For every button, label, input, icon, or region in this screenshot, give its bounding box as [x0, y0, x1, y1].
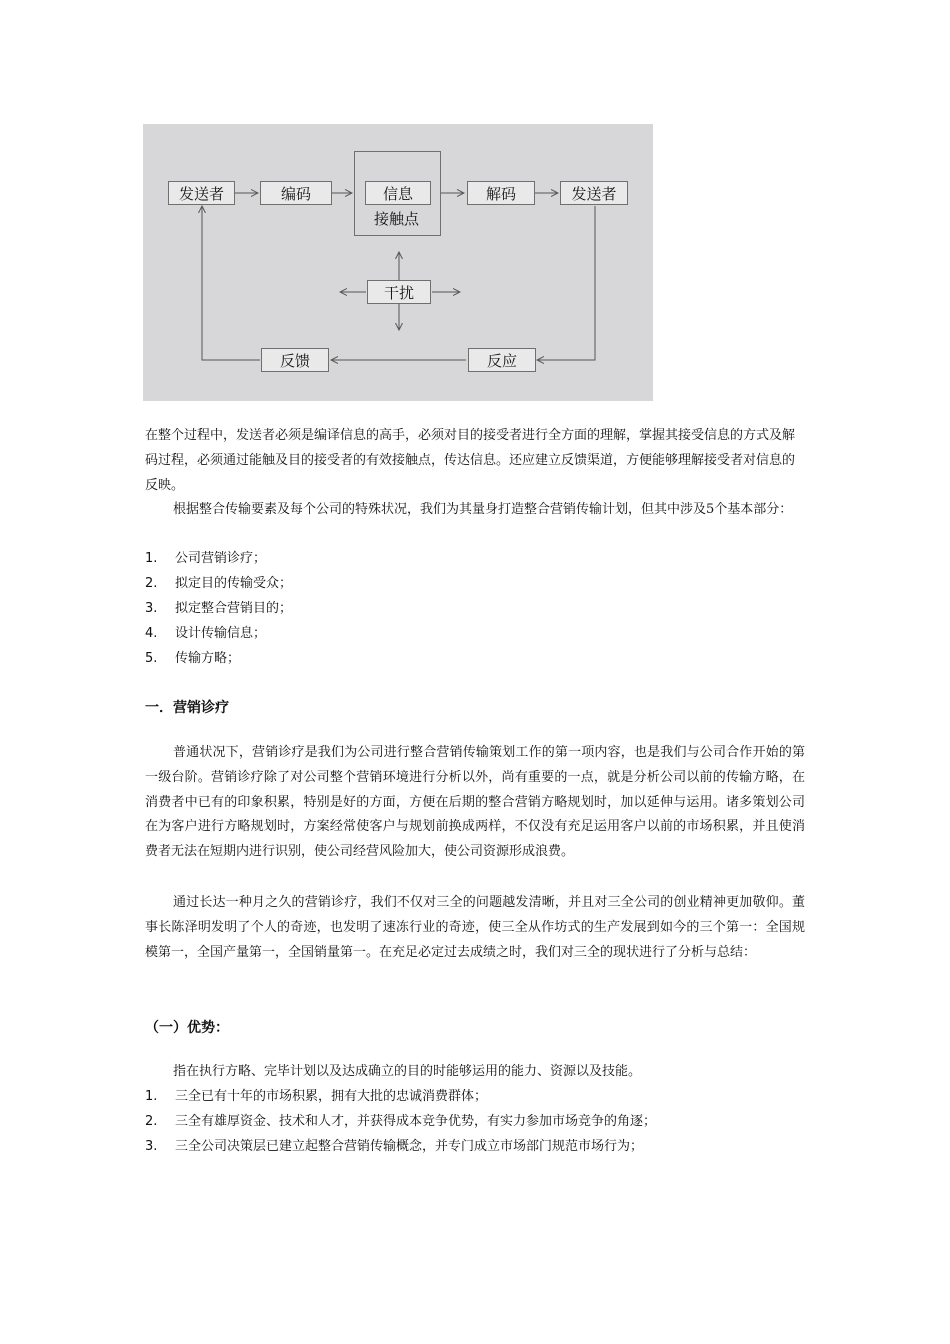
- list-text: 三全已有十年的市场积累，拥有大批的忠诚消费群体；: [175, 1089, 488, 1104]
- list-number: 3.: [145, 601, 158, 616]
- list-text: 拟定整合营销目的；: [175, 601, 293, 616]
- info-box: 信息: [365, 181, 431, 205]
- response-box: 反应: [468, 348, 536, 372]
- feedback-box: 反馈: [261, 348, 329, 372]
- list-text: 拟定目的传输受众；: [175, 576, 293, 591]
- section1-paragraph-2: 通过长达一种月之久的营销诊疗，我们不仅对三全的问题越发清晰，并且对三全公司的创业精神更加敬仰。董事长陈泽明发明了个人的奇迹，也发明了速冻行业的奇迹，使三全从作坊式的生产发展到如今的三个第一：全国规模第一，全国产量第一，全国销量第一。在充足必定过去成绩之时，我们对三全的现状进行了分析与总结：: [145, 895, 805, 960]
- list-number: 1.: [145, 551, 158, 566]
- list-number: 2.: [145, 576, 158, 591]
- subsection-heading: （一）优势：: [145, 1020, 229, 1036]
- list-item: [145, 622, 266, 647]
- arrow-feedback-to-sender: [202, 206, 260, 360]
- sender-left-box: 发送者: [168, 181, 235, 205]
- list-text: 设计传输信息；: [175, 626, 267, 641]
- sender-right-box: 发送者: [560, 181, 628, 205]
- contact-point-label: 接触点: [374, 210, 420, 228]
- encode-box: 编码: [260, 181, 332, 205]
- intro-paragraph: 在整个过程中，发送者必须是编译信息的高手，必须对目的接受者进行全方面的理解，掌握其接受信息的方式及解码过程，必须通过能触及目的接受者的有效接触点，传达信息。还应建立反馈渠道，方便能够理解接受者对信息的反映。: [145, 428, 796, 493]
- list-number: 1.: [145, 1089, 158, 1104]
- list-text: 公司营销诊疗；: [175, 551, 267, 566]
- list-text: 传输方略；: [175, 651, 241, 666]
- list-item: [145, 647, 240, 672]
- list-number: 2.: [145, 1114, 158, 1129]
- section1-paragraph-1: 普通状况下，营销诊疗是我们为公司进行整合营销传输策划工作的第一项内容，也是我们与公司合作开始的第一级台阶。营销诊疗除了对公司整个营销环境进行分析以外，尚有重要的一点，就是分析公司以前的传输方略，在消费者中已有的印象积累，特别是好的方面，方便在后期的整合营销方略规划时，加以延伸与运用。诸多策划公司在为客户进行方略规划时，方案经常使客户与规划前换成两样，不仅没有充足运用客户以前的市场积累，并且使消费者无法在短期内进行识别，使公司经营风险加大，使公司资源形成浪费。: [145, 745, 805, 860]
- section-heading: 一．营销诊疗: [145, 700, 229, 716]
- list-item: [145, 547, 266, 572]
- noise-box: 干扰: [367, 280, 431, 304]
- list-text: 三全公司决策层已建立起整合营销传输概念，并专门成立市场部门规范市场行为；: [175, 1139, 644, 1154]
- list-text: 三全有雄厚资金、技术和人才，并获得成本竞争优势，有实力参加市场竞争的角逐；: [175, 1114, 657, 1129]
- list-item: [145, 1110, 656, 1135]
- list-item: [145, 572, 292, 597]
- list-item: [145, 597, 292, 622]
- decode-box: 解码: [467, 181, 535, 205]
- list-number: 5.: [145, 651, 158, 666]
- list-item: [145, 1085, 487, 1110]
- list-number: 3.: [145, 1139, 158, 1154]
- list-number: 4.: [145, 626, 158, 641]
- basis-paragraph: 根据整合传输要素及每个公司的特殊状况，我们为其量身打造整合营销传输计划，但其中涉及5个基本部分：: [173, 502, 793, 517]
- communication-process-diagram: [143, 124, 653, 401]
- list-item: [145, 1135, 643, 1160]
- strengths-intro: 指在执行方略、完毕计划以及达成确立的目的时能够运用的能力、资源以及技能。: [173, 1064, 642, 1079]
- arrow-sender-to-response: [537, 206, 595, 360]
